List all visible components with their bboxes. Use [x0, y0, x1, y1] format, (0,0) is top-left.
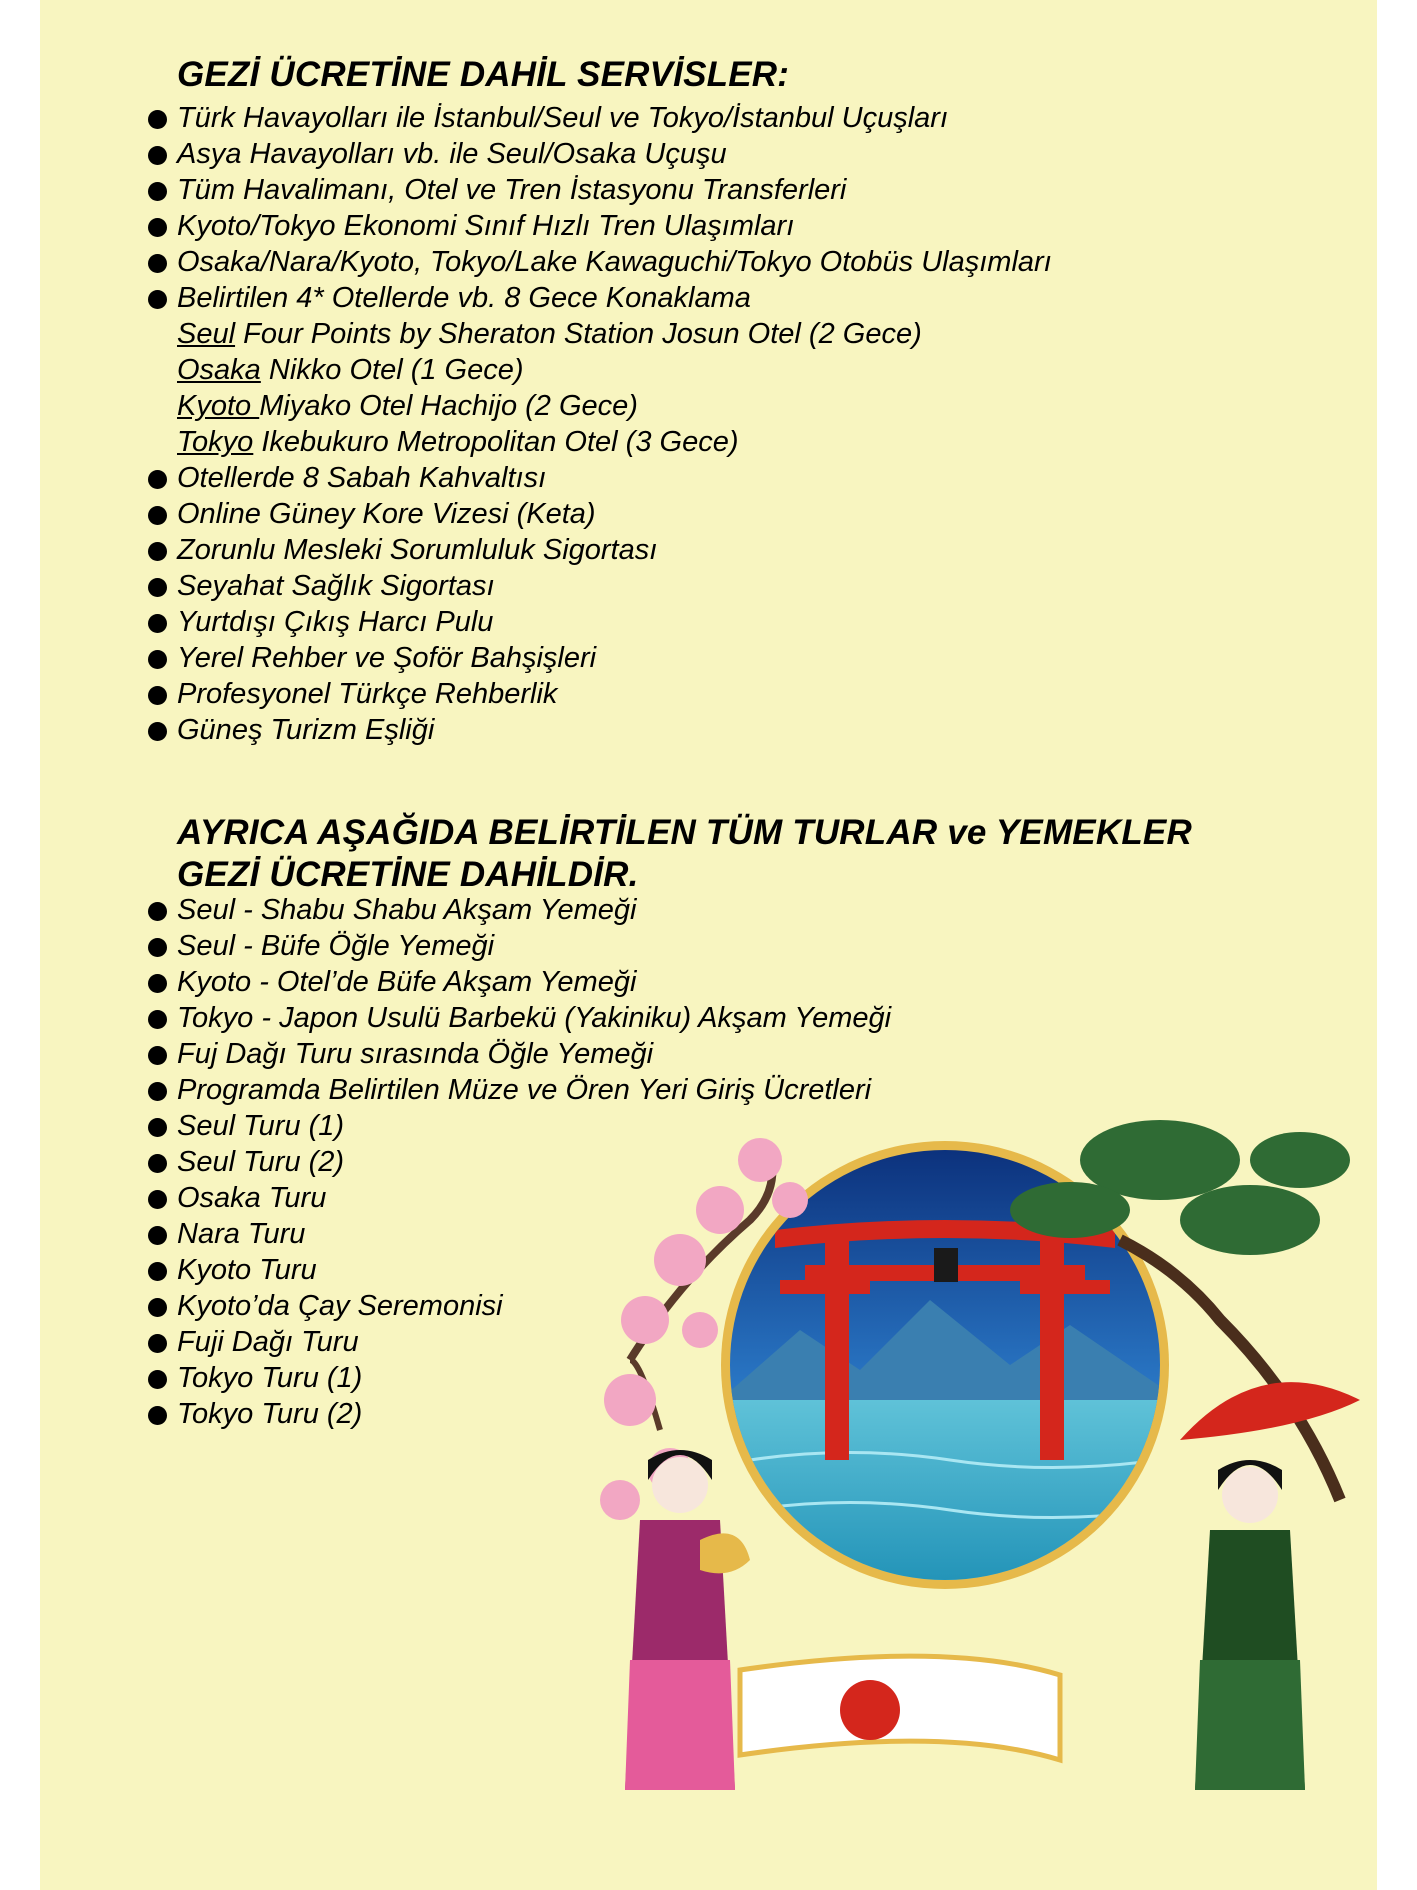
item-text: Kyoto/Tokyo Ekonomi Sınıf Hızlı Tren Ulaşımları: [177, 210, 795, 242]
list-item: [148, 280, 1052, 316]
bullet: [148, 974, 167, 993]
list-item: [148, 244, 1052, 280]
bullet: [148, 470, 167, 489]
item-text: Kyoto Turu: [177, 1254, 317, 1286]
item-text: Türk Havayolları ile İstanbul/Seul ve Tokyo/İstanbul Uçuşları: [177, 102, 949, 134]
item-text: Belirtilen 4* Otellerde vb. 8 Gece Konaklama: [177, 282, 751, 314]
bullet: [148, 1406, 167, 1425]
hotel-name: Ikebukuro Metropolitan Otel (3 Gece): [253, 426, 739, 458]
hotel-line: [148, 424, 1052, 460]
included-services-list: [148, 100, 1052, 748]
tours-meals-heading: [177, 812, 1192, 896]
bullet: [148, 182, 167, 201]
item-text: Zorunlu Mesleki Sorumluluk Sigortası: [177, 534, 658, 566]
list-item: [148, 568, 1052, 604]
hotel-name: Four Points by Sheraton Station Josun Otel (2 Gece): [235, 318, 922, 350]
item-text: Seul - Büfe Öğle Yemeği: [177, 930, 495, 962]
list-item: [148, 532, 1052, 568]
item-text: Fuj Dağı Turu sırasında Öğle Yemeği: [177, 1038, 654, 1070]
list-item: [148, 640, 1052, 676]
bullet: [148, 1298, 167, 1317]
hotel-name: Nikko Otel (1 Gece): [260, 354, 524, 386]
bullet: [148, 254, 167, 273]
item-text: Seyahat Sağlık Sigortası: [177, 570, 495, 602]
list-item: [148, 928, 891, 964]
bullet: [148, 1334, 167, 1353]
hotel-line: [148, 352, 1052, 388]
item-text: Tokyo Turu (2): [177, 1398, 363, 1430]
hotel-line: [148, 388, 1052, 424]
bullet: [148, 938, 167, 957]
list-item: [148, 892, 891, 928]
bullet: [148, 110, 167, 129]
heading-line-2: GEZİ ÜCRETİNE DAHİLDİR.: [177, 855, 639, 894]
sea: [720, 1400, 1180, 1600]
item-text: Online Güney Kore Vizesi (Keta): [177, 498, 596, 530]
list-item: [148, 496, 1052, 532]
geisha-left: [625, 1450, 750, 1790]
bullet: [148, 146, 167, 165]
list-item: [148, 460, 1052, 496]
hotel-city: Tokyo: [177, 426, 254, 458]
item-text: Nara Turu: [177, 1218, 306, 1250]
list-item: [148, 208, 1052, 244]
heading-line-1: AYRICA AŞAĞIDA BELİRTİLEN TÜM TURLAR ve YEMEKLER: [177, 813, 1192, 852]
list-item: [148, 712, 1052, 748]
item-text: Tokyo - Japon Usulü Barbekü (Yakiniku) Akşam Yemeği: [177, 1002, 892, 1034]
bullet: [148, 1154, 167, 1173]
list-item: [148, 136, 1052, 172]
geisha-right: [1180, 1382, 1360, 1790]
item-text: Güneş Turizm Eşliği: [177, 714, 435, 746]
bullet: [148, 1082, 167, 1101]
bullet: [148, 1226, 167, 1245]
list-item: [148, 1000, 891, 1036]
japan-illustration: [600, 1100, 1380, 1800]
bullet: [148, 722, 167, 741]
bullet: [148, 614, 167, 633]
hotel-city: Osaka: [177, 354, 261, 386]
item-text: Asya Havayolları vb. ile Seul/Osaka Uçuşu: [177, 138, 727, 170]
bullet: [148, 1370, 167, 1389]
hotel-city: Kyoto: [177, 390, 260, 422]
item-text: Tokyo Turu (1): [177, 1362, 363, 1394]
list-item: [148, 676, 1052, 712]
item-text: Kyoto’da Çay Seremonisi: [177, 1290, 503, 1322]
bullet: [148, 218, 167, 237]
hotel-line: [148, 316, 1052, 352]
bullet: [148, 542, 167, 561]
list-item: [148, 964, 891, 1000]
item-text: Osaka/Nara/Kyoto, Tokyo/Lake Kawaguchi/Tokyo Otobüs Ulaşımları: [177, 246, 1052, 278]
item-text: Otellerde 8 Sabah Kahvaltısı: [177, 462, 547, 494]
item-text: Programda Belirtilen Müze ve Ören Yeri Giriş Ücretleri: [177, 1074, 872, 1106]
item-text: Seul Turu (2): [177, 1146, 345, 1178]
bullet: [148, 1262, 167, 1281]
item-text: Seul - Shabu Shabu Akşam Yemeği: [177, 894, 637, 926]
list-item: [148, 172, 1052, 208]
list-item: [148, 100, 1052, 136]
japan-flag-banner: [740, 1656, 1060, 1760]
item-text: Kyoto - Otel’de Büfe Akşam Yemeği: [177, 966, 637, 998]
bullet: [148, 1190, 167, 1209]
item-text: Yurtdışı Çıkış Harcı Pulu: [177, 606, 494, 638]
item-text: Profesyonel Türkçe Rehberlik: [177, 678, 558, 710]
hotel-city: Seul: [177, 318, 236, 350]
bullet: [148, 290, 167, 309]
bullet: [148, 686, 167, 705]
list-item: [148, 1036, 891, 1072]
page: [40, 0, 1377, 1890]
bullet: [148, 1046, 167, 1065]
included-services-heading: GEZİ ÜCRETİNE DAHİL SERVİSLER:: [177, 55, 790, 94]
item-text: Osaka Turu: [177, 1182, 327, 1214]
item-text: Yerel Rehber ve Şoför Bahşişleri: [177, 642, 597, 674]
bullet: [148, 1118, 167, 1137]
bullet: [148, 902, 167, 921]
bullet: [148, 506, 167, 525]
bullet: [148, 1010, 167, 1029]
item-text: Fuji Dağı Turu: [177, 1326, 359, 1358]
list-item: [148, 604, 1052, 640]
item-text: Seul Turu (1): [177, 1110, 345, 1142]
bullet: [148, 578, 167, 597]
bullet: [148, 650, 167, 669]
item-text: Tüm Havalimanı, Otel ve Tren İstasyonu Transferleri: [177, 174, 847, 206]
hotel-name: Miyako Otel Hachijo (2 Gece): [259, 390, 638, 422]
